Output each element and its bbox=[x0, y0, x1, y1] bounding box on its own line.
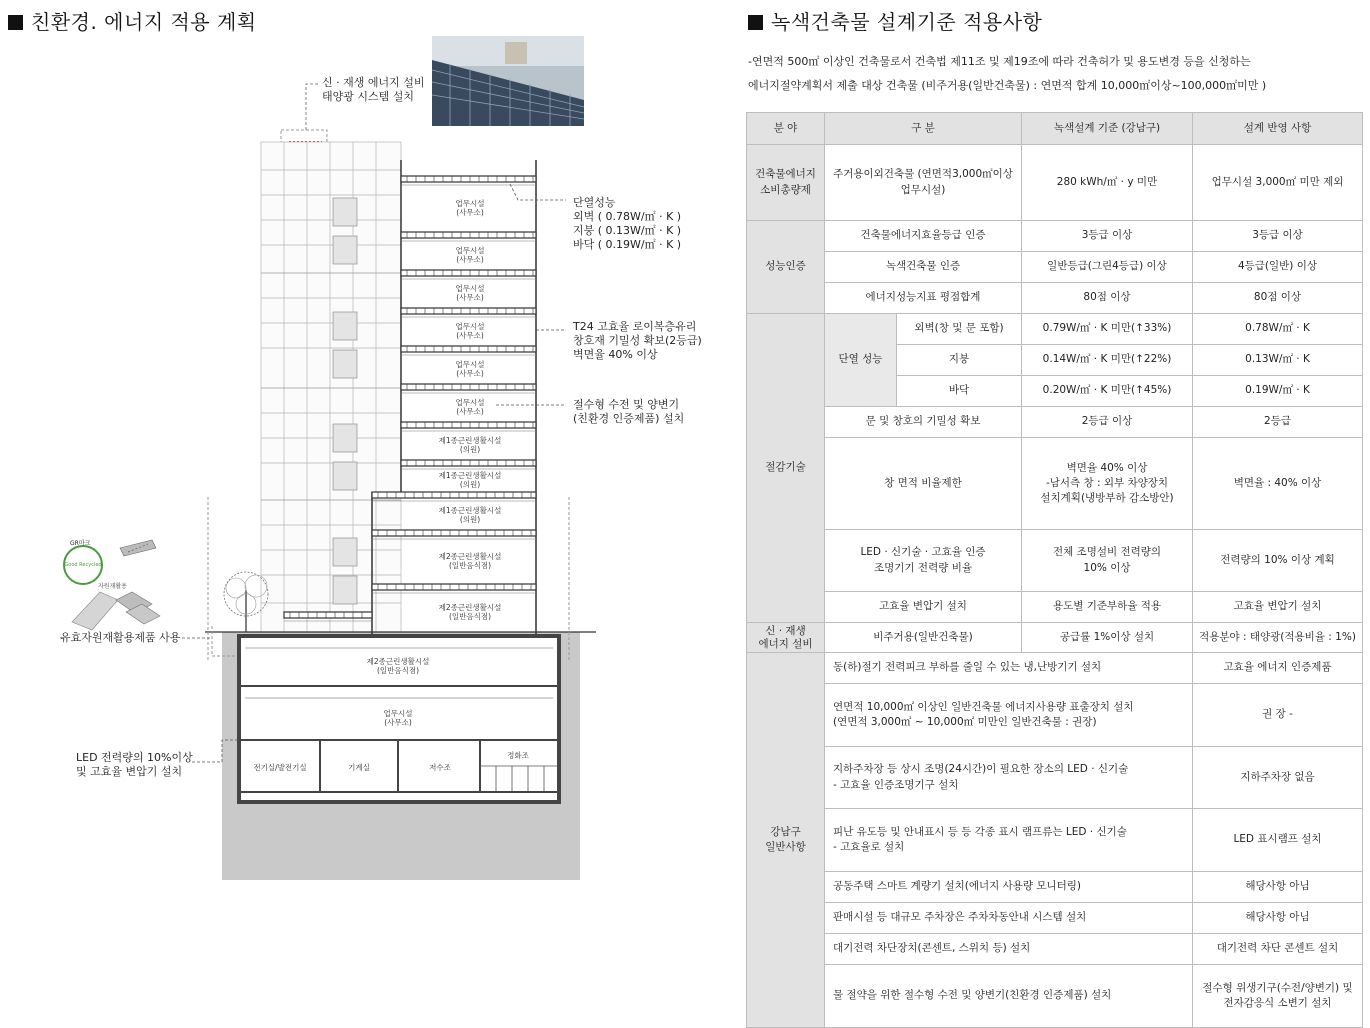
row-result: 2등급 bbox=[1193, 407, 1363, 438]
glass-callout-line1: T24 고효율 로이복층유리 bbox=[573, 320, 697, 333]
row-item: 비주거용(일반건축물) bbox=[825, 623, 1022, 653]
row-item: 물 절약을 위한 절수형 수전 및 양변기(친환경 인증제품) 설치 bbox=[825, 965, 1193, 1028]
header-field: 분 야 bbox=[747, 113, 825, 145]
row-result: 3등급 이상 bbox=[1193, 221, 1363, 252]
row-item: 고효율 변압기 설치 bbox=[825, 592, 1022, 623]
row-item-line: LED · 신기술 · 고효율 인증 bbox=[860, 546, 986, 559]
row-standard: 3등급 이상 bbox=[1022, 221, 1193, 252]
row-result: 80점 이상 bbox=[1193, 283, 1363, 314]
glass-callout-line3: 벽면율 40% 이상 bbox=[573, 348, 658, 361]
office-floor-label: 업무시설 (사무소) bbox=[455, 398, 485, 416]
floor-slab bbox=[401, 422, 536, 431]
row-item bbox=[825, 530, 1022, 592]
row-result: 0.13W/㎡ · K bbox=[1193, 345, 1363, 376]
led-callout-line1: LED 전력량의 10%이상 bbox=[76, 751, 193, 764]
office-floor-label: 업무시설 (사무소) bbox=[455, 360, 485, 378]
table-row bbox=[747, 653, 1363, 684]
row-category bbox=[747, 623, 825, 653]
row-category: 성능인증 bbox=[747, 221, 825, 314]
table-row bbox=[747, 438, 1363, 530]
floor-slab bbox=[401, 270, 536, 279]
table-row bbox=[747, 965, 1363, 1028]
row-standard: 공급률 1%이상 설치 bbox=[1022, 623, 1193, 653]
basement-restaurant-label: 제2종근린생활시설 (일반음식점) bbox=[366, 657, 430, 675]
left-heading-text: 친환경. 에너지 적용 계획 bbox=[31, 10, 257, 34]
row-item: 동(하)절기 전력피크 부하를 줄일 수 있는 냉,난방기기 설치 bbox=[825, 653, 1193, 684]
row-standard: 2등급 이상 bbox=[1022, 407, 1193, 438]
row-standard: 0.14W/㎡ · K 미만(↑22%) bbox=[1022, 345, 1193, 376]
row-item: 판매시설 등 대규모 주차장은 주차차동안내 시스템 설치 bbox=[825, 903, 1193, 934]
row-result: 적용분야 : 태양광(적용비율 : 1%) bbox=[1193, 623, 1363, 653]
row-category-line: 강남구 bbox=[770, 825, 801, 838]
row-standard bbox=[1022, 438, 1193, 530]
header-result: 설계 반영 사항 bbox=[1193, 113, 1363, 145]
row-standard: 80점 이상 bbox=[1022, 283, 1193, 314]
table-row bbox=[747, 221, 1363, 252]
table-row bbox=[747, 934, 1363, 965]
row-item bbox=[825, 809, 1193, 872]
row-category-line: 신 · 재생 bbox=[765, 625, 806, 638]
clinic-floor-label: 제1종근린생활시설 (의원) bbox=[438, 471, 502, 489]
insulation-callout-line4: 바닥 ( 0.19W/㎡ · K ) bbox=[573, 238, 682, 251]
recycled-products-illustration bbox=[64, 539, 160, 630]
insulation-callout bbox=[573, 196, 681, 252]
insulation-callout-line3: 지붕 ( 0.13W/㎡ · K ) bbox=[573, 224, 682, 237]
table-row bbox=[747, 747, 1363, 809]
row-result: 4등급(일반) 이상 bbox=[1193, 252, 1363, 283]
floor-slab bbox=[401, 460, 536, 469]
recycle-small-label: 자원재활용 bbox=[98, 583, 127, 590]
floor-slab bbox=[401, 384, 536, 393]
row-item: 공동주택 스마트 계량기 설치(에너지 사용량 모니터링) bbox=[825, 872, 1193, 903]
intro-line-2: 에너지절약계획서 제출 대상 건축물 (비주거용(일반건축물) : 연면적 합계 10,000㎡이상~100,000㎡미만 ) bbox=[748, 79, 1267, 92]
row-standard: 용도별 기준부하율 적용 bbox=[1022, 592, 1193, 623]
recycle-callout: 유효자원재활용제품 사용 bbox=[60, 631, 181, 644]
solar-callout-line2: 태양광 시스템 설치 bbox=[322, 90, 415, 103]
intro-line-1: -연면적 500㎡ 이상인 건축물로서 건축법 제11조 및 제19조에 따라 건축허가 및 용도변경 등을 신청하는 bbox=[748, 55, 1251, 68]
row-item: 에너지성능지표 평점합계 bbox=[825, 283, 1022, 314]
solar-callout bbox=[322, 76, 425, 104]
square-bullet-icon bbox=[748, 15, 763, 30]
row-item-line: 피난 유도등 및 안내표시 등 등 각종 표시 램프류는 LED · 신기술 bbox=[833, 825, 1127, 838]
clinic-floor-label: 제1종근린생활시설 (의원) bbox=[438, 436, 502, 454]
led-callout bbox=[76, 751, 193, 779]
row-result: 대기전력 차단 콘센트 설치 bbox=[1193, 934, 1363, 965]
row-result: 업무시설 3,000㎡ 미만 제외 bbox=[1193, 145, 1363, 221]
table-row bbox=[747, 903, 1363, 934]
row-result bbox=[1193, 965, 1363, 1028]
water-tank-label: 저수조 bbox=[429, 763, 451, 772]
electric-room-label: 전기실/발전기실 bbox=[253, 763, 307, 772]
table-row bbox=[747, 407, 1363, 438]
table-row bbox=[747, 872, 1363, 903]
basement-office-label: 업무시설 (사무소) bbox=[383, 709, 413, 727]
row-item: 외벽(창 및 문 포함) bbox=[897, 314, 1022, 345]
row-standard-line: -남서측 창 : 외부 차양장치 bbox=[1045, 476, 1169, 489]
gr-mark-small-text: Good Recycled bbox=[64, 562, 102, 568]
table-row bbox=[747, 592, 1363, 623]
table-row bbox=[747, 809, 1363, 872]
row-item: 창 면적 비율제한 bbox=[825, 438, 1022, 530]
row-category: 절감기술 bbox=[747, 314, 825, 623]
row-item-line: 조명기기 전력량 비율 bbox=[874, 561, 972, 574]
header-standard: 녹색설계 기준 (강남구) bbox=[1022, 113, 1193, 145]
glass-callout bbox=[573, 320, 702, 362]
green-building-standards-table bbox=[746, 112, 1363, 1028]
row-item: 주거용이외건축물 (연면적3,000㎡이상 업무시설) bbox=[825, 145, 1022, 221]
office-floor-label: 업무시설 (사무소) bbox=[455, 246, 485, 264]
row-category-line: 에너지 설비 bbox=[758, 637, 813, 650]
row-item-line: 연면적 10,000㎡ 이상인 일반건축물 에너지사용량 표출장치 설치 bbox=[833, 700, 1134, 713]
clinic-floor-label: 제1종근린생활시설 (의원) bbox=[438, 506, 502, 524]
row-result: 0.78W/㎡ · K bbox=[1193, 314, 1363, 345]
insulation-callout-line2: 외벽 ( 0.78W/㎡ · K ) bbox=[573, 210, 682, 223]
solar-callout-line1: 신 · 재생 에너지 설비 bbox=[322, 76, 425, 89]
row-category: 건축물에너지 소비총량제 bbox=[747, 145, 825, 221]
table-row bbox=[747, 623, 1363, 653]
floor-slab bbox=[401, 232, 536, 241]
led-callout-line2: 및 고효율 변압기 설치 bbox=[76, 765, 183, 778]
floor-slab bbox=[401, 308, 536, 317]
header-category: 구 분 bbox=[825, 113, 1022, 145]
glass-callout-line2: 창호재 기밀성 확보(2등급) bbox=[573, 334, 702, 347]
row-standard: 280 kWh/㎡ · y 미만 bbox=[1022, 145, 1193, 221]
row-result-line: 절수형 위생기구(수전/양변기) 및 bbox=[1202, 981, 1353, 994]
table-row bbox=[747, 314, 1363, 345]
office-floor-label: 업무시설 (사무소) bbox=[455, 284, 485, 302]
machine-room-label: 기계실 bbox=[348, 763, 370, 772]
row-category bbox=[747, 653, 825, 1028]
gr-mark-label: GR마크 bbox=[70, 540, 91, 547]
solar-panel-photo bbox=[432, 36, 584, 126]
row-item: 지붕 bbox=[897, 345, 1022, 376]
row-standard: 0.20W/㎡ · K 미만(↑45%) bbox=[1022, 376, 1193, 407]
office-floor-label: 업무시설 (사무소) bbox=[455, 199, 485, 217]
row-item: 문 및 창호의 기밀성 확보 bbox=[825, 407, 1022, 438]
row-subcategory: 단열 성능 bbox=[825, 314, 897, 407]
row-result: 지하주차장 없음 bbox=[1193, 747, 1363, 809]
row-result-line: 전자감응식 소변기 설치 bbox=[1223, 997, 1332, 1009]
row-result: 해당사항 아님 bbox=[1193, 872, 1363, 903]
restaurant-floor-label: 제2종근린생활시설 (일반음식점) bbox=[438, 603, 502, 621]
insulation-callout-line1: 단열성능 bbox=[573, 196, 616, 209]
water-callout bbox=[573, 398, 684, 426]
floor-slab bbox=[401, 346, 536, 355]
right-heading-text: 녹색건축물 설계기준 적용사항 bbox=[771, 10, 1043, 34]
office-floor-label: 업무시설 (사무소) bbox=[455, 322, 485, 340]
row-item: 건축물에너지효율등급 인증 bbox=[825, 221, 1022, 252]
table-row bbox=[747, 530, 1363, 592]
row-result: 전력량의 10% 이상 계획 bbox=[1193, 530, 1363, 592]
row-standard bbox=[1022, 530, 1193, 592]
row-result: 권 장 - bbox=[1193, 684, 1363, 747]
row-result: 해당사항 아님 bbox=[1193, 903, 1363, 934]
tower-facade bbox=[261, 142, 401, 632]
row-item: 대기전력 차단장치(콘센트, 스위치 등) 설치 bbox=[825, 934, 1193, 965]
row-item: 바닥 bbox=[897, 376, 1022, 407]
restaurant-floor-label: 제2종근린생활시설 (일반음식점) bbox=[438, 552, 502, 570]
table-row bbox=[747, 283, 1363, 314]
row-item bbox=[825, 684, 1193, 747]
row-item-line: (연면적 3,000㎡ ~ 10,000㎡ 미만인 일반건축물 : 권장) bbox=[833, 716, 1097, 728]
row-standard-line: 전체 조명설비 전력량의 bbox=[1052, 546, 1162, 559]
table-row bbox=[747, 684, 1363, 747]
row-result: 0.19W/㎡ · K bbox=[1193, 376, 1363, 407]
table-header-row bbox=[747, 113, 1363, 145]
water-callout-line2: (친환경 인증제품) 설치 bbox=[573, 412, 685, 425]
row-result: 벽면율 : 40% 이상 bbox=[1193, 438, 1363, 530]
row-result: LED 표시램프 설치 bbox=[1193, 809, 1363, 872]
water-callout-line1: 절수형 수전 및 양변기 bbox=[573, 398, 680, 411]
septic-tank-label: 정화조 bbox=[507, 751, 529, 760]
right-section-heading bbox=[748, 6, 1042, 35]
row-item-line: - 고효율로 설치 bbox=[833, 841, 905, 853]
row-item-line: 지하주차장 등 상시 조명(24시간)이 필요한 장소의 LED · 신기술 bbox=[833, 763, 1129, 776]
row-category-line: 일반사항 bbox=[765, 841, 806, 853]
floor-slab bbox=[401, 176, 536, 185]
row-item bbox=[825, 747, 1193, 809]
row-standard: 일반등급(그린4등급) 이상 bbox=[1022, 252, 1193, 283]
row-item-line: - 고효율 인증조명기구 설치 bbox=[833, 778, 959, 791]
table-row bbox=[747, 145, 1363, 221]
row-standard: 0.79W/㎡ · K 미만(↑33%) bbox=[1022, 314, 1193, 345]
row-standard-line: 10% 이상 bbox=[1083, 561, 1131, 574]
row-standard-line: 설치계획(냉방부하 감소방안) bbox=[1040, 492, 1174, 505]
row-standard-line: 벽면율 40% 이상 bbox=[1066, 461, 1148, 474]
row-result: 고효율 에너지 인증제품 bbox=[1193, 653, 1363, 684]
table-row bbox=[747, 252, 1363, 283]
row-item: 녹색건축물 인증 bbox=[825, 252, 1022, 283]
row-result: 고효율 변압기 설치 bbox=[1193, 592, 1363, 623]
